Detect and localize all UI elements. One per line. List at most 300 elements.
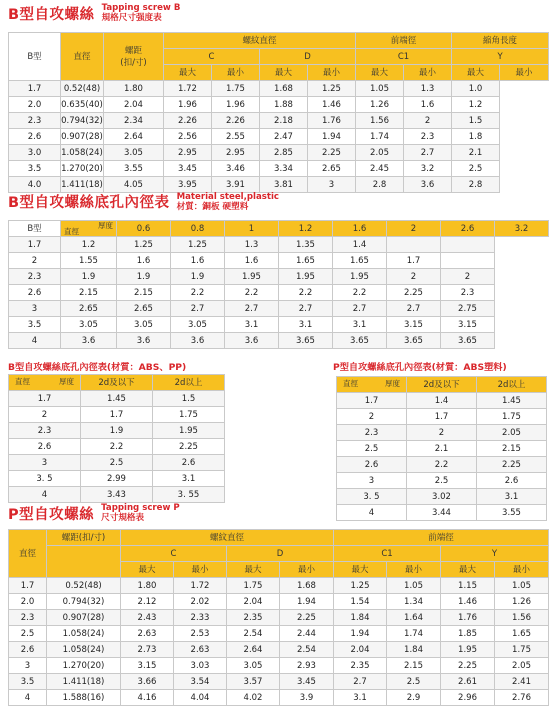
table-cell: 2.73	[121, 642, 174, 658]
table-cell: 1.2	[452, 97, 500, 113]
table-cell: 1.68	[260, 81, 308, 97]
table-cell: 3.44	[407, 505, 477, 521]
row-diameter-cell: 3	[337, 473, 407, 489]
table-cell: 2.99	[81, 471, 153, 487]
table-cell: 2.7	[225, 301, 279, 317]
table-cell: 1.85	[441, 626, 495, 642]
table-row	[9, 113, 549, 129]
table-cell: 4.02	[227, 690, 280, 706]
table-cell: 2.35	[334, 658, 387, 674]
col-min: 最小	[174, 562, 227, 578]
table-cell: 1.3	[404, 81, 452, 97]
table-cell: 3.55	[477, 505, 547, 521]
table-cell: 1.0	[452, 81, 500, 97]
col-max: 最大	[227, 562, 280, 578]
table-cell: 2.25	[153, 439, 225, 455]
table-cell	[441, 253, 495, 269]
table-cell: 2.35	[227, 610, 280, 626]
col-min: 最小	[500, 65, 549, 81]
corner-header: 直徑 厚度	[9, 375, 81, 391]
table-row	[337, 457, 547, 473]
table-cell: 3.6	[225, 333, 279, 349]
table-cell: 1.94	[334, 626, 387, 642]
table-row	[9, 317, 549, 333]
table-cell: 1.5	[452, 113, 500, 129]
table-cell: 3.2	[404, 161, 452, 177]
table-cell: 1.4	[333, 237, 387, 253]
table-cell: 2.25	[280, 610, 334, 626]
table-cell: 1.9	[171, 269, 225, 285]
table-cell: 0.907(28)	[61, 129, 104, 145]
table-cell: 2.65	[117, 301, 171, 317]
header-tip-diameter: 前端徑	[356, 33, 452, 49]
table-cell: 3.1	[477, 489, 547, 505]
section1-title	[8, 3, 180, 24]
table-cell: 1.95	[279, 269, 333, 285]
table-cell: 1.411(18)	[61, 177, 104, 193]
table-cell: 2.45	[356, 161, 404, 177]
table-cell: 1.84	[334, 610, 387, 626]
section3-heading: B型自攻螺絲底孔內徑表(材質：ABS、PP)	[8, 362, 187, 373]
table-cell: 0.794(32)	[47, 594, 121, 610]
table-cell: 1.15	[441, 578, 495, 594]
table-cell: 1.75	[495, 642, 549, 658]
header-2d-above: 2d以上	[153, 375, 225, 391]
thickness-col: 1.2	[279, 221, 333, 237]
thickness-col: 1.6	[333, 221, 387, 237]
col-max: 最大	[452, 65, 500, 81]
row-diameter-cell: 4	[337, 505, 407, 521]
header-pitch: 螺距 (扣/寸)	[104, 33, 164, 81]
table-cell: 3.65	[387, 333, 441, 349]
table-cell: 0.635(40)	[61, 97, 104, 113]
table-cell: 3.43	[81, 487, 153, 503]
row-diameter-cell: 3.5	[9, 674, 47, 690]
col-max: 最大	[441, 562, 495, 578]
row-diameter-cell: 2.6	[337, 457, 407, 473]
table-cell: 1.80	[121, 578, 174, 594]
table-cell: 1.05	[495, 578, 549, 594]
thickness-col: 1	[225, 221, 279, 237]
table-cell: 1.75	[153, 407, 225, 423]
row-diameter-cell: 2.5	[9, 626, 47, 642]
table-cell: 2.15	[477, 441, 547, 457]
table-cell: 1.588(16)	[47, 690, 121, 706]
row-diameter-cell: 2	[9, 407, 81, 423]
table-cell: 1.9	[81, 423, 153, 439]
table-cell: 1.411(18)	[47, 674, 121, 690]
row-diameter-cell: 3.0	[9, 145, 61, 161]
table-cell: 2.05	[356, 145, 404, 161]
table-cell: 1.76	[441, 610, 495, 626]
table-cell: 3.34	[260, 161, 308, 177]
section4-title	[333, 359, 507, 373]
table-cell: 3.55	[104, 161, 164, 177]
header-tip-diameter: 前端徑	[334, 530, 549, 546]
table-cell: 1.46	[441, 594, 495, 610]
table-row	[9, 81, 549, 97]
group-y: Y	[452, 49, 549, 65]
table-cell: 1.270(20)	[61, 161, 104, 177]
table-cell: 3.95	[164, 177, 212, 193]
table-cell: 3.02	[407, 489, 477, 505]
row-diameter-cell: 2.6	[9, 285, 61, 301]
table-row	[9, 455, 225, 471]
table-row	[9, 610, 549, 626]
table-cell: 1.058(24)	[61, 145, 104, 161]
section5-subtitle-en: Tapping screw P	[101, 503, 180, 513]
table-cell: 1.95	[333, 269, 387, 285]
table-cell: 2.2	[279, 285, 333, 301]
row-diameter-cell: 2.3	[9, 423, 81, 439]
header-thread-diameter: 螺紋直徑	[164, 33, 356, 49]
section2-subtitle-cn: 材質：銅板 硬塑料	[176, 202, 249, 212]
table-cell: 2.65	[61, 301, 117, 317]
table-cell: 2.04	[104, 97, 164, 113]
p-type-abs-hole-table	[336, 376, 547, 521]
table-cell: 2.25	[387, 285, 441, 301]
table-cell: 1.55	[61, 253, 117, 269]
row-diameter-cell: 2.6	[9, 642, 47, 658]
table-row	[9, 253, 549, 269]
table-cell: 2.56	[164, 129, 212, 145]
header-shrink-length: 縮角長度	[452, 33, 549, 49]
row-diameter-cell: 2	[337, 409, 407, 425]
table-cell: 1.56	[356, 113, 404, 129]
table-cell: 3.15	[441, 317, 495, 333]
table-row	[9, 594, 549, 610]
col-min: 最小	[387, 562, 441, 578]
table-cell: 2	[441, 269, 495, 285]
table-cell: 3.15	[387, 317, 441, 333]
table-cell: 1.75	[477, 409, 547, 425]
thickness-col: 0.8	[171, 221, 225, 237]
table-row	[9, 129, 549, 145]
table-row	[9, 269, 549, 285]
table-cell: 3.45	[164, 161, 212, 177]
table-cell: 2.7	[333, 301, 387, 317]
table-cell: 2.93	[280, 658, 334, 674]
table-cell: 1.7	[387, 253, 441, 269]
table-cell: 1.72	[164, 81, 212, 97]
group-c: C	[164, 49, 260, 65]
table-cell: 2.05	[477, 425, 547, 441]
table-cell: 1.75	[227, 578, 280, 594]
table-cell: 3.05	[61, 317, 117, 333]
table-cell: 4.16	[121, 690, 174, 706]
b-type-abs-hole-table	[8, 374, 225, 503]
table-cell: 3.15	[121, 658, 174, 674]
header-pitch: 螺距(扣/寸)	[47, 530, 121, 546]
table-cell: 3.6	[61, 333, 117, 349]
row-diameter-cell: 3	[9, 455, 81, 471]
table-row	[337, 489, 547, 505]
section1-subtitle-en: Tapping screw B	[101, 3, 181, 13]
header-2d-below: 2d及以下	[407, 377, 477, 393]
row-diameter-cell: 2.0	[9, 97, 61, 113]
table-cell: 1.05	[356, 81, 404, 97]
table-cell: 2.54	[280, 642, 334, 658]
section3-title	[8, 359, 186, 373]
table-cell: 2.7	[387, 301, 441, 317]
table-row	[9, 690, 549, 706]
row-diameter-cell: 2.3	[337, 425, 407, 441]
table-row	[9, 471, 225, 487]
table-cell: 3.1	[153, 471, 225, 487]
row-diameter-cell: 3	[9, 658, 47, 674]
table-cell: 1.4	[407, 393, 477, 409]
row-diameter-cell: 3. 5	[337, 489, 407, 505]
table-cell: 1.35	[279, 237, 333, 253]
group-d: D	[260, 49, 356, 65]
table-cell: 1.94	[280, 594, 334, 610]
table-cell: 1.45	[81, 391, 153, 407]
table-cell: 3.57	[227, 674, 280, 690]
table-cell: 2.2	[225, 285, 279, 301]
table-cell: 2.63	[174, 642, 227, 658]
col-max: 最大	[356, 65, 404, 81]
table-cell: 1.74	[356, 129, 404, 145]
table-cell: 1.2	[61, 237, 117, 253]
row-diameter-cell: 3.5	[9, 161, 61, 177]
table-cell: 2.7	[404, 145, 452, 161]
table-row	[9, 161, 549, 177]
table-cell: 1.65	[333, 253, 387, 269]
table-cell: 2.41	[495, 674, 549, 690]
table-cell: 3.1	[333, 317, 387, 333]
table-cell: 2.75	[441, 301, 495, 317]
table-cell: 1.68	[280, 578, 334, 594]
table-cell: 2.2	[81, 439, 153, 455]
table-cell: 1.72	[174, 578, 227, 594]
table-cell: 2.43	[121, 610, 174, 626]
row-diameter-cell: 1.7	[9, 391, 81, 407]
table-cell: 1.26	[495, 594, 549, 610]
table-cell: 1.26	[356, 97, 404, 113]
thickness-col: 2.6	[441, 221, 495, 237]
row-diameter-cell: 1.7	[9, 81, 61, 97]
table-cell: 2.76	[495, 690, 549, 706]
table-cell: 2.33	[174, 610, 227, 626]
table-row	[9, 301, 549, 317]
row-diameter-cell: 2.3	[9, 113, 61, 129]
row-diameter-cell: 4	[9, 487, 81, 503]
table-cell: 1.9	[117, 269, 171, 285]
table-cell: 2.5	[387, 674, 441, 690]
table-cell: 3.91	[212, 177, 260, 193]
table-cell: 1.96	[164, 97, 212, 113]
table-cell: 2.04	[334, 642, 387, 658]
col-min: 最小	[308, 65, 356, 81]
table-cell: 1.74	[387, 626, 441, 642]
table-cell: 4.04	[174, 690, 227, 706]
table-cell: 3	[308, 177, 356, 193]
header-2d-above: 2d以上	[477, 377, 547, 393]
row-diameter-cell: 1.7	[9, 578, 47, 594]
table-cell	[387, 237, 441, 253]
table-cell: 2.3	[404, 129, 452, 145]
table-cell: 2.25	[477, 457, 547, 473]
row-diameter-cell: 3. 5	[9, 471, 81, 487]
table-cell: 3.65	[441, 333, 495, 349]
row-diameter-cell: 2.5	[337, 441, 407, 457]
table-cell: 1.6	[225, 253, 279, 269]
table-cell: 3.9	[280, 690, 334, 706]
table-cell: 3.05	[171, 317, 225, 333]
table-cell: 2.1	[407, 441, 477, 457]
table-cell: 2.1	[452, 145, 500, 161]
table-cell: 2.2	[171, 285, 225, 301]
table-cell: 3.05	[227, 658, 280, 674]
table-row	[337, 441, 547, 457]
section5-subtitle-cn: 尺寸規格表	[101, 513, 145, 523]
table-cell: 2.6	[477, 473, 547, 489]
table-cell	[441, 237, 495, 253]
table-cell: 2	[407, 425, 477, 441]
table-cell: 2.34	[104, 113, 164, 129]
col-max: 最大	[121, 562, 174, 578]
table-cell: 1.95	[225, 269, 279, 285]
table-cell: 2.64	[227, 642, 280, 658]
table-row	[9, 658, 549, 674]
table-row	[9, 626, 549, 642]
table-cell: 1.46	[308, 97, 356, 113]
row-diameter-cell: 1.7	[9, 237, 61, 253]
corner-header: 厚度 直徑	[61, 221, 117, 237]
table-cell: 2.7	[171, 301, 225, 317]
table-cell: 2.47	[260, 129, 308, 145]
section5-title	[8, 503, 180, 524]
table-cell: 2.9	[387, 690, 441, 706]
section1-subtitle-cn: 規格尺寸强度表	[101, 13, 162, 23]
table-cell: 1.058(24)	[47, 626, 121, 642]
table-cell: 2.44	[280, 626, 334, 642]
table-row	[9, 487, 225, 503]
section2-heading: B型自攻螺絲底孔內徑表	[8, 195, 170, 211]
table-cell: 3.6	[171, 333, 225, 349]
section2-subtitle-en: Material steel,plastic	[176, 192, 280, 202]
table-cell: 2.8	[356, 177, 404, 193]
table-cell: 0.52(48)	[47, 578, 121, 594]
table-row	[9, 391, 225, 407]
table-cell: 2.25	[308, 145, 356, 161]
table-cell: 1.54	[334, 594, 387, 610]
table-row	[9, 674, 549, 690]
tapping-screw-p-spec-table	[8, 529, 549, 706]
table-cell: 1.058(24)	[47, 642, 121, 658]
table-cell: 3.05	[104, 145, 164, 161]
table-cell: 1.34	[387, 594, 441, 610]
table-row	[9, 578, 549, 594]
table-cell: 1.7	[81, 407, 153, 423]
table-cell: 2.02	[174, 594, 227, 610]
col-max: 最大	[164, 65, 212, 81]
table-cell: 3.6	[404, 177, 452, 193]
table-cell: 1.25	[171, 237, 225, 253]
section1-heading: B型自攻螺絲	[8, 7, 95, 23]
table-cell: 1.95	[153, 423, 225, 439]
table-cell: 2.95	[212, 145, 260, 161]
table-cell: 2.04	[227, 594, 280, 610]
table-cell: 2.18	[260, 113, 308, 129]
table-cell: 1.84	[387, 642, 441, 658]
table-row	[9, 145, 549, 161]
table-cell: 3.54	[174, 674, 227, 690]
table-row	[337, 393, 547, 409]
table-cell: 3.1	[334, 690, 387, 706]
group-c1: C1	[334, 546, 441, 562]
row-diameter-cell: 2.6	[9, 129, 61, 145]
row-diameter-cell: 2.3	[9, 610, 47, 626]
table-cell: 2.5	[81, 455, 153, 471]
table-cell: 2.95	[164, 145, 212, 161]
table-row	[9, 407, 225, 423]
table-cell: 2.5	[407, 473, 477, 489]
table-cell: 0.794(32)	[61, 113, 104, 129]
header-diameter: 直徑	[61, 33, 104, 81]
table-cell: 1.3	[225, 237, 279, 253]
table-cell: 1.6	[117, 253, 171, 269]
table-row	[9, 423, 225, 439]
section2-title	[8, 191, 279, 212]
table-cell: 1.64	[387, 610, 441, 626]
table-cell: 2.55	[212, 129, 260, 145]
table-cell: 2.15	[387, 658, 441, 674]
table-row	[9, 285, 549, 301]
table-cell: 1.80	[104, 81, 164, 97]
section4-heading: P型自攻螺絲底孔內徑表(材質：ABS塑料)	[333, 362, 507, 373]
table-cell: 2.25	[441, 658, 495, 674]
table-cell: 2.15	[61, 285, 117, 301]
table-cell: 4.05	[104, 177, 164, 193]
group-c: C	[121, 546, 227, 562]
col-max: 最大	[260, 65, 308, 81]
row-diameter-cell: 2.0	[9, 594, 47, 610]
table-cell: 2.6	[153, 455, 225, 471]
header-thread-diameter: 螺紋直徑	[121, 530, 334, 546]
table-cell: 1.9	[61, 269, 117, 285]
table-cell: 1.56	[495, 610, 549, 626]
table-cell: 1.75	[212, 81, 260, 97]
row-diameter-cell: 1.7	[337, 393, 407, 409]
table-cell: 2.65	[308, 161, 356, 177]
table-row	[9, 333, 549, 349]
side-label: B型	[9, 221, 61, 237]
table-cell: 3.1	[279, 317, 333, 333]
table-cell: 2.5	[452, 161, 500, 177]
row-diameter-cell: 2.3	[9, 269, 61, 285]
group-c1: C1	[356, 49, 452, 65]
table-cell: 0.52(48)	[61, 81, 104, 97]
table-cell: 0.907(28)	[47, 610, 121, 626]
table-row	[9, 97, 549, 113]
table-row	[9, 237, 549, 253]
col-min: 最小	[404, 65, 452, 81]
table-row	[337, 425, 547, 441]
row-diameter-cell: 2.6	[9, 439, 81, 455]
table-cell: 3.6	[117, 333, 171, 349]
table-cell: 2.26	[164, 113, 212, 129]
table-cell: 1.05	[387, 578, 441, 594]
table-cell: 2.12	[121, 594, 174, 610]
group-y: Y	[441, 546, 549, 562]
thickness-col: 3.2	[495, 221, 549, 237]
header-diameter: 直徑	[9, 530, 47, 578]
table-cell: 1.65	[279, 253, 333, 269]
table-row	[337, 473, 547, 489]
table-cell: 2.3	[441, 285, 495, 301]
col-min: 最小	[212, 65, 260, 81]
